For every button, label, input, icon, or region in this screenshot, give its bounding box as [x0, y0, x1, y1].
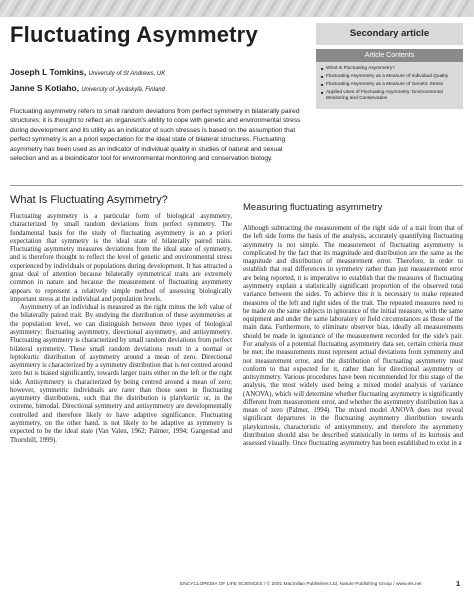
contents-item[interactable]	[321, 82, 458, 88]
bullet-icon: ■	[321, 89, 324, 95]
contents-item-label: Applied Uses of Fluctuating Asymmetry: Environmental Monitoring and Conservation	[326, 89, 443, 102]
author-affiliation: University of Jyväskylä, Finland	[81, 87, 165, 93]
bullet-icon: ■	[321, 66, 324, 71]
article-type-badge: Secondary article	[316, 23, 463, 45]
author-line-2	[10, 81, 165, 97]
contents-item-label: What Is Fluctuating Asymmetry?	[326, 66, 395, 71]
author-name: Janne S Kotiaho,	[10, 83, 79, 93]
page-footer: ENCYCLOPEDIA OF LIFE SCIENCES / © 2001 Macmillan Publishers Ltd, Nature Publishing Group / www.els.net	[180, 582, 422, 587]
contents-item-label: Fluctuating Asymmetry as a Measure of Genetic Stress	[326, 81, 444, 87]
body-column-right	[243, 225, 463, 449]
header-pattern-band	[0, 0, 474, 17]
article-sidebar	[316, 23, 463, 109]
author-block	[10, 65, 165, 97]
contents-header: Article Contents	[316, 49, 463, 62]
author-affiliation: University of St Andrews, UK	[88, 71, 166, 77]
bullet-icon: ■	[321, 73, 324, 79]
contents-item-label: Fluctuating Asymmetry as a Measure of Individual Quality	[326, 73, 449, 79]
bullet-icon: ■	[321, 81, 324, 87]
body-paragraph: Although subtracting the measurement of the right side of a trait from that of the left side forms the basis of the analysis, accurately quantifying fluctuating asymmetry is not simple. The measurement of fluctuating asymmetry is complicated by the fact that its magnitude and distribution are the same as the magnitude and distribution of measurement error. Therefore, in order to establish that real differences in symmetry rather than just measurement error are being reported, it is imperative to establish that the measures of fluctuating asymmetry explain a statistically significant proportion of the observed total variance between the sides. To achieve this it is necessary to make repeated measures of the left and right sides of the trait. The repeated measures need to be made on the same subjects in ignorance of the initial measure, with the same equipment and under the same laboratory or field circumstances as those of the main data. Furthermore, to eliminate observer bias, ideally all measurements should be made in ignorance of the measurement recorded for the side's pair. For analysis of a potential fluctuating asymmetry data set, certain criteria must be met: the measurements must represent actual deviations from symmetry and not measurement error, and the distribution of fluctuating asymmetry must conform to that expected for it, rather than for directional asymmetry or antisymmetry. Various procedures have been recommended for this stage of the analysis, the most widely used being a mixed model analysis of variance (ANOVA), which will determine whether fluctuating asymmetry is significantly different from measurement error, and whether the asymmetry distribution has a mean of zero (Palmer, 1994). The mixed model ANOVA does not reveal significant departures in the fluctuating asymmetry distribution towards platykurtosis, characteristic of antisymmetry, and therefore the asymmetry distribution should also be described statistically in terms of its kurtosis and assessed visually. Once fluctuating asymmetry has been established to exist in a	[243, 225, 463, 448]
body-column-left	[10, 213, 232, 445]
contents-item[interactable]	[321, 90, 458, 103]
body-paragraph: Fluctuating asymmetry is a particular form of biological asymmetry, characterized by small random deviations from perfect symmetry. The fundamental basis for the study of fluctuating asymmetry is an a priori expectation that symmetry is the ideal state of bilaterally paired traits. Fluctuating asymmetry measures deviations from the ideal state of symmetry, and is therefore thought to reflect the level of genetic and environmental stress experienced by individuals or populations during development. It has attracted a great deal of attention because bilaterally symmetrical traits are extremely common in nature and because the measurement of fluctuating asymmetry appears to represent a relatively simple method of assessing biologically important stress at the individual and population levels.	[10, 213, 232, 303]
author-name: Joseph L Tomkins,	[10, 67, 87, 77]
article-title: Fluctuating Asymmetry	[10, 22, 258, 47]
page-number: 1	[456, 579, 461, 588]
section-divider	[10, 185, 463, 186]
body-paragraph: Asymmetry of an individual is measured as the right minus the left value of the bilaterally paired trait. By studying the distribution of these asymmetries at the population level, we can distinguish between three types of biological asymmetry: fluctuating asymmetry, directional asymmetry, and antisymmetry. Fluctuating asymmetry is characterized by small random deviations from perfect bilateral symmetry. These small random deviations result in a normal or leptokurtic distribution of asymmetry around a mean of zero. Directional asymmetry is characterized by a symmetry distribution that is not centred around zero but is biased significantly, towards larger traits either on the left or the right side. Antisymmetry is characterized by being centred around a mean of zero; however, symmetric individuals are rarer than those seen in fluctuating asymmetry distributions, such that the distribution is platykurtic or, in the extreme, bimodal. Directional symmetry and antisymmetry are developmentally controlled and therefore likely to have adaptive significance. Fluctuating asymmetry, on the other hand, is not likely to be adaptive as symmetry is expected to be the ideal state (Van Valen, 1962; Palmer, 1994; Gangestad and Thornhill, 1999).	[10, 304, 232, 444]
author-line-1	[10, 65, 165, 81]
contents-item[interactable]	[321, 66, 458, 72]
contents-item[interactable]	[321, 74, 458, 80]
subsection-heading: Measuring fluctuating asymmetry	[243, 202, 383, 213]
contents-list	[316, 62, 463, 109]
section-heading: What Is Fluctuating Asymmetry?	[10, 194, 168, 206]
abstract: Fluctuating asymmetry refers to small random deviations from perfect symmetry in bilaterally paired structures; it is thought to reflect an organism's ability to cope with genetic and environmental stress during development and its utility as an indicator of such stresses is based on the assumption that perfect symmetry is an a priori expectation for the ideal state of bilateral structures. Fluctuating asymmetry has been used as an indicator of individual quality in studies of natural and sexual selection and as a bioindicator tool for environmental monitoring and conservation biology.	[10, 108, 301, 163]
